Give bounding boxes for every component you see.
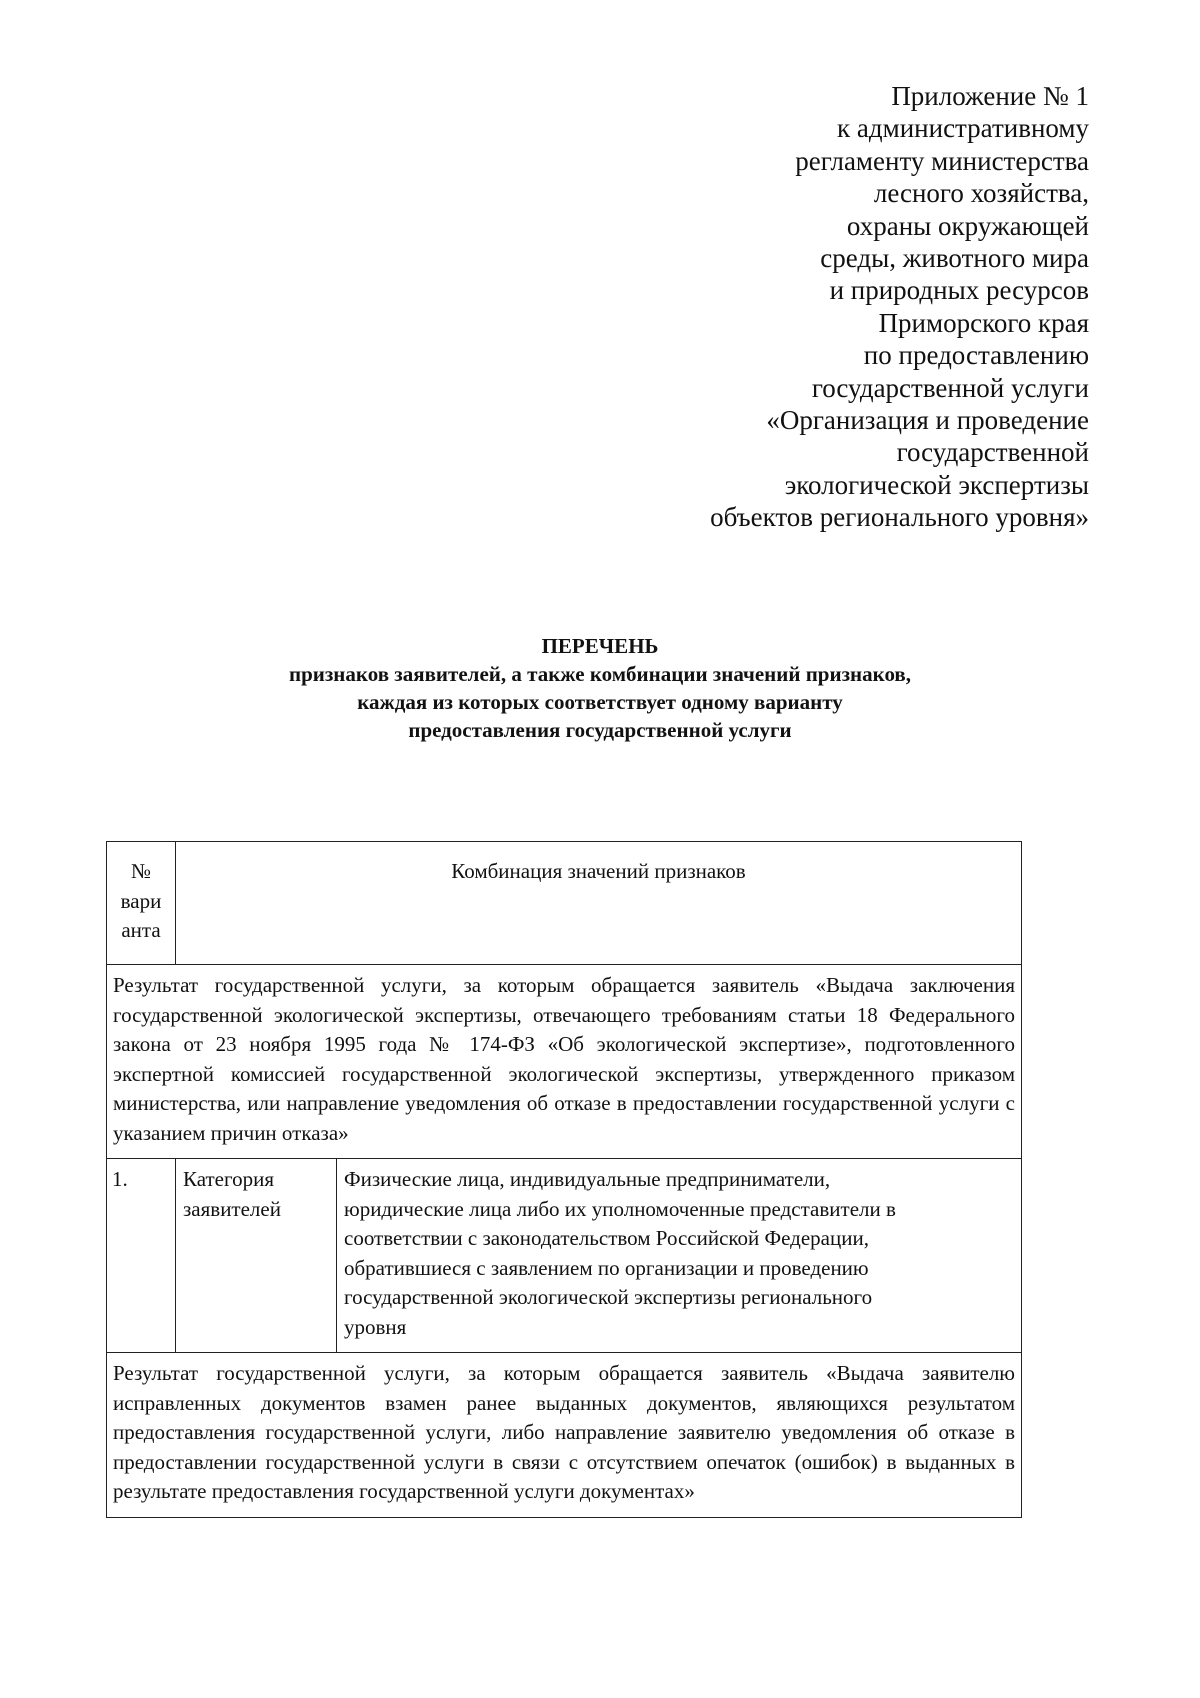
- table-row: [107, 1159, 1022, 1353]
- criterion-value-line: Физические лица, индивидуальные предприниматели,: [344, 1167, 831, 1191]
- table-row: [107, 1353, 1022, 1518]
- header-num-line: анта: [121, 918, 161, 942]
- appendix-line: Приложение № 1: [891, 81, 1089, 111]
- title-line: каждая из которых соответствует одному варианту: [357, 690, 843, 714]
- appendix-line: к административному: [837, 113, 1089, 144]
- title-line: признаков заявителей, а также комбинации значений признаков,: [288, 662, 912, 686]
- appendix-line: экологической экспертизы: [784, 469, 1089, 500]
- criterion-value-line: уровня: [344, 1314, 407, 1339]
- variant-number: 1.: [107, 1159, 176, 1353]
- criterion-name: [176, 1159, 337, 1353]
- appendix-line: государственной услуги: [811, 372, 1089, 403]
- appendix-line: среды, животного мира: [820, 243, 1089, 274]
- appendix-reference: [529, 80, 1089, 534]
- title-heading: ПЕРЕЧЕНЬ: [541, 634, 659, 658]
- appendix-line: по предоставлению: [863, 340, 1089, 371]
- appendix-line: объектов регионального уровня»: [710, 502, 1089, 533]
- result-description-1: Результат государственной услуги, за которым обращается заявитель «Выдача заключения государственной экологической экспертизы, отвечающего требованиям статьи 18 Федерального закона от 23 ноября 1995 года № 174-ФЗ «Об экологической экспертизе», подготовленного экспертной комиссией государственной экологической экспертизы, утвержденного приказом министерства, или направление уведомления об отказе в предоставлении государственной услуги с указанием причин отказа»: [107, 965, 1022, 1159]
- appendix-line: Приморского края: [878, 307, 1089, 338]
- result-description-2: Результат государственной услуги, за которым обращается заявитель «Выдача заявителю исправленных документов взамен ранее выданных документов, являющихся результатом предоставления государственной услуги, либо направление заявителю уведомления об отказе в предоставлении государственной услуги в связи с отсутствием опечаток (ошибок) в выданных в результате предоставления государственной услуги документах»: [107, 1353, 1022, 1518]
- variants-table: [106, 841, 1022, 1518]
- criterion-value-line: обратившиеся с заявлением по организации и проведению: [344, 1255, 869, 1280]
- appendix-line: государственной: [896, 437, 1089, 468]
- criterion-line: заявителей: [183, 1196, 281, 1221]
- table-row: [107, 965, 1022, 1159]
- table-header-row: [107, 842, 1022, 965]
- criterion-value-line: юридические лица либо их уполномоченные представители в: [344, 1196, 896, 1221]
- criterion-value: [337, 1159, 1022, 1353]
- criterion-line: Категория: [183, 1167, 274, 1191]
- appendix-line: и природных ресурсов: [829, 275, 1089, 306]
- appendix-line: регламенту министерства: [795, 145, 1089, 176]
- variant-number-header: [107, 842, 176, 965]
- appendix-line: охраны окружающей: [846, 210, 1089, 241]
- title-line: предоставления государственной услуги: [408, 718, 792, 742]
- appendix-line: «Организация и проведение: [766, 405, 1089, 436]
- document-title: [0, 632, 1200, 744]
- combination-header: Комбинация значений признаков: [176, 842, 1022, 965]
- appendix-line: лесного хозяйства,: [873, 178, 1089, 209]
- criterion-value-line: соответствии с законодательством Российской Федерации,: [344, 1226, 869, 1250]
- header-num-line: вари: [120, 888, 162, 913]
- criterion-value-line: государственной экологической экспертизы регионального: [344, 1285, 873, 1309]
- header-num-line: №: [130, 859, 152, 883]
